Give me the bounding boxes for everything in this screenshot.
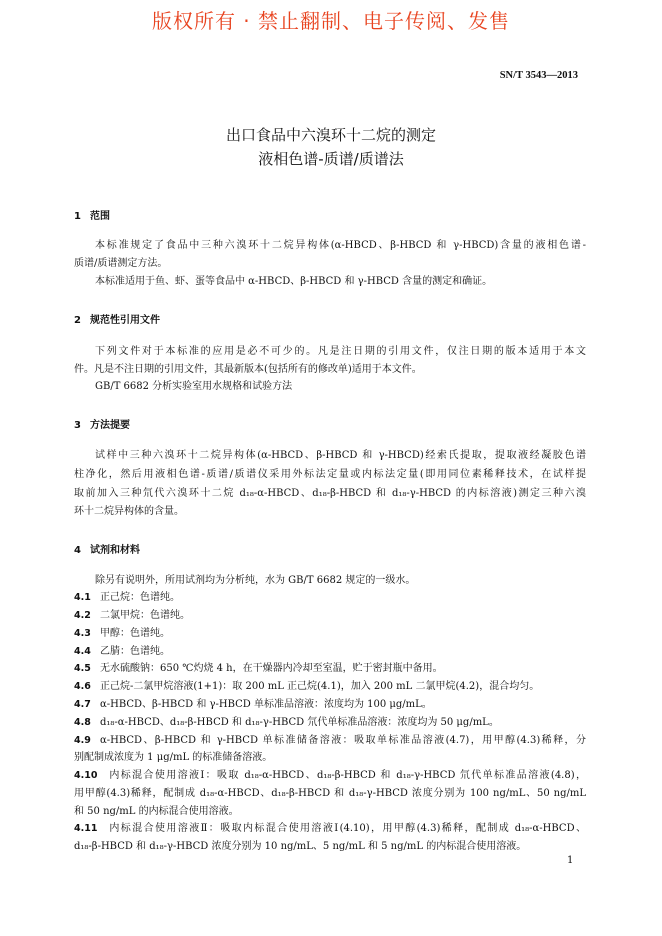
item-number: 4.2	[74, 610, 91, 621]
reagent-item-4-10-cont: 用甲醇(4.3)稀释，配制成 d₁₈-α-HBCD、d₁₈-β-HBCD 和 d₁₈-γ-HBCD 浓度分别为 100 ng/mL、50 ng/mL	[74, 788, 586, 799]
reagent-item	[74, 645, 586, 659]
item-text: d₁₈-α-HBCD、d₁₈-β-HBCD 和 d₁₈-γ-HBCD 氘代单标准品溶液：浓度均为 50 μg/mL。	[100, 717, 499, 728]
item-text: α-HBCD、β-HBCD 和 γ-HBCD 单标准品溶液：浓度均为 100 μg/mL。	[100, 699, 432, 710]
reagent-item	[74, 698, 586, 712]
normative-paragraph-cont: 件。凡是不注日期的引用文件，其最新版本(包括所有的修改单)适用于本文件。	[74, 364, 422, 375]
section-title: 范围	[90, 211, 110, 222]
item-number: 4.6	[74, 681, 91, 692]
scope-paragraph-1: 本标准规定了食品中三种六溴环十二烷异构体(α-HBCD、β-HBCD 和 γ-HBCD)含量的液相色谱-	[95, 240, 586, 251]
item-text: 二氯甲烷：色谱纯。	[100, 610, 190, 621]
method-summary-line: 取前加入三种氘代六溴环十二烷 d₁₈-α-HBCD、d₁₈-β-HBCD 和 d₁₈-γ-HBCD 的内标溶液)测定三种六溴	[74, 488, 586, 499]
item-number: 4.1	[74, 592, 91, 603]
reagent-item-4-9	[74, 734, 586, 749]
section-number: 1	[74, 211, 81, 222]
copyright-banner: 版权所有 · 禁止翻制、电子传阅、发售	[151, 9, 511, 33]
reagent-item	[74, 609, 586, 623]
item-number: 4.11	[74, 823, 98, 834]
section-4-heading	[74, 541, 140, 556]
reagent-item-4-11	[74, 822, 586, 837]
reagent-item	[74, 662, 586, 676]
item-number: 4.5	[74, 663, 91, 674]
section-1-heading	[74, 207, 110, 222]
item-text: 无水硫酸钠：650 ℃灼烧 4 h，在干燥器内冷却至室温，贮于密封瓶中备用。	[100, 663, 443, 674]
section-title: 规范性引用文件	[90, 315, 160, 326]
reagent-item	[74, 716, 586, 730]
section-3-heading	[74, 416, 130, 431]
standard-code: SN/T 3543—2013	[499, 70, 578, 81]
item-text: 乙腈：色谱纯。	[100, 646, 170, 657]
method-summary-line: 环十二烷异构体的含量。	[74, 506, 184, 517]
reagent-item	[74, 627, 586, 641]
section-title: 方法提要	[90, 420, 130, 431]
item-text: 甲醇：色谱纯。	[100, 628, 170, 639]
section-number: 2	[74, 315, 81, 326]
section-number: 4	[74, 545, 81, 556]
section-number: 3	[74, 420, 81, 431]
section-title: 试剂和材料	[90, 545, 140, 556]
method-summary-line: 试样中三种六溴环十二烷异构体(α-HBCD、β-HBCD 和 γ-HBCD)经索氏提取，提取液经凝胶色谱	[95, 450, 586, 461]
item-number: 4.10	[74, 770, 98, 781]
item-number: 4.9	[74, 735, 91, 746]
method-summary-line: 柱净化，然后用液相色谱-质谱/质谱仪采用外标法定量或内标法定量(即用同位素稀释技术，在试样提	[74, 469, 586, 480]
item-number: 4.8	[74, 717, 91, 728]
item-text: 正己烷-二氯甲烷溶液(1+1)：取 200 mL 正己烷(4.1)，加入 200 mL 二氯甲烷(4.2)，混合均匀。	[100, 681, 540, 692]
reagent-item-4-9-cont: 别配制成浓度为 1 μg/mL 的标准储备溶液。	[74, 752, 273, 763]
section-2-heading	[74, 311, 160, 326]
doc-title-line-1: 出口食品中六溴环十二烷的测定	[225, 126, 436, 144]
reagent-item-4-10	[74, 769, 586, 784]
scope-paragraph-2: 本标准适用于鱼、虾、蛋等食品中 α-HBCD、β-HBCD 和 γ-HBCD 含量的测定和确证。	[95, 276, 493, 287]
item-text: 内标混合使用溶液Ⅰ：吸取 d₁₈-α-HBCD、d₁₈-β-HBCD 和 d₁₈-γ-HBCD 氘代单标准品溶液(4.8)，	[108, 770, 586, 781]
item-number: 4.3	[74, 628, 91, 639]
normative-reference: GB/T 6682 分析实验室用水规格和试验方法	[95, 381, 293, 392]
item-text: 内标混合使用溶液Ⅱ：吸取内标混合使用溶液Ⅰ(4.10)，用甲醇(4.3)稀释，配制成 d₁₈-α-HBCD、	[108, 823, 586, 834]
item-text: α-HBCD、β-HBCD 和 γ-HBCD 单标准储备溶液：吸取单标准品溶液(4.7)，用甲醇(4.3)稀释，分	[100, 735, 586, 746]
reagent-item	[74, 591, 586, 605]
normative-paragraph: 下列文件对于本标准的应用是必不可少的。凡是注日期的引用文件，仅注日期的版本适用于本文	[95, 346, 586, 357]
item-number: 4.7	[74, 699, 91, 710]
item-number: 4.4	[74, 646, 91, 657]
reagents-intro: 除另有说明外，所用试剂均为分析纯，水为 GB/T 6682 规定的一级水。	[95, 575, 416, 586]
reagent-item	[74, 680, 586, 694]
doc-title-line-2: 液相色谱-质谱/质谱法	[258, 150, 404, 168]
scope-paragraph-1-cont: 质谱/质谱测定方法。	[74, 258, 168, 269]
reagent-item-4-11-cont: d₁₈-β-HBCD 和 d₁₈-γ-HBCD 浓度分别为 10 ng/mL、5 ng/mL 和 5 ng/mL 的内标混合使用溶液。	[74, 841, 527, 852]
item-text: 正己烷：色谱纯。	[100, 592, 180, 603]
reagent-item-4-10-cont: 和 50 ng/mL 的内标混合使用溶液。	[74, 806, 239, 817]
page-number: 1	[567, 855, 574, 866]
